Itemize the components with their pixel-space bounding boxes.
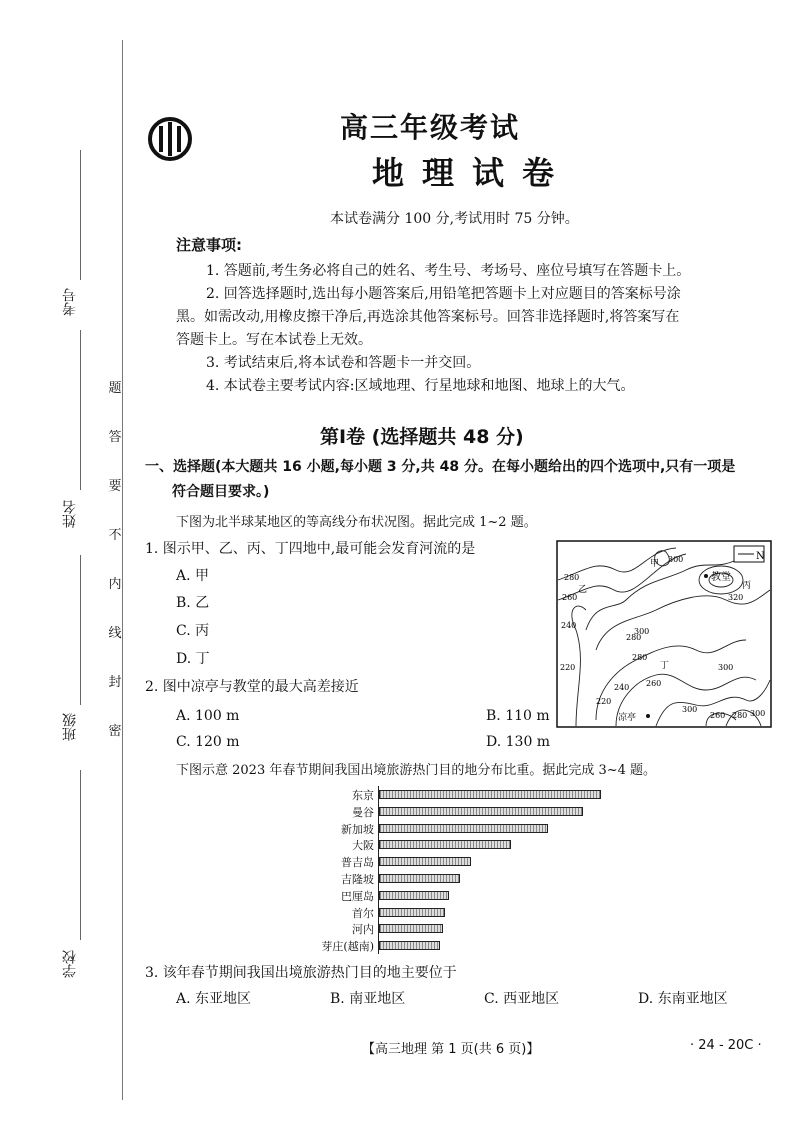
chart-bar	[379, 840, 511, 849]
church-marker	[704, 574, 708, 578]
chart-category-label: 普吉岛	[341, 856, 374, 870]
chart-bar	[379, 790, 601, 799]
q3-option-d: D. 东南亚地区	[638, 991, 728, 1007]
chart-category-label: 大阪	[352, 839, 374, 853]
contour-map	[556, 540, 772, 728]
q1-text: 1. 图示甲、乙、丙、丁四地中,最可能会发育河流的是	[145, 541, 476, 557]
church-label: 教堂	[711, 572, 731, 583]
svg-text:280: 280	[632, 653, 648, 662]
note-4: 4. 本试卷主要考试内容:区域地理、行星地球和地图、地球上的大气。	[206, 378, 635, 394]
svg-text:260: 260	[710, 711, 726, 720]
seal-text: 题 答 要 不 内 线 封 密	[108, 381, 122, 739]
subject-title: 地理试卷	[372, 154, 573, 192]
svg-text:240: 240	[614, 683, 630, 692]
name-label: 姓名	[62, 500, 78, 528]
chart-bar	[379, 874, 460, 883]
note-2: 2. 回答选择题时,选出每小题答案后,用铅笔把答题卡上对应题目的答案标号涂	[206, 286, 681, 302]
section-instructions-cont: 符合题目要求。)	[172, 484, 270, 500]
chart-category-label: 吉隆坡	[341, 873, 374, 886]
svg-text:280: 280	[564, 573, 580, 582]
chart-category-label: 曼谷	[352, 805, 374, 819]
svg-text:300: 300	[682, 705, 698, 714]
svg-text:300: 300	[718, 663, 734, 672]
exam-no-label: 考号	[62, 288, 78, 316]
svg-text:280: 280	[626, 633, 642, 642]
school-line	[80, 770, 81, 940]
chart-bar	[379, 857, 471, 866]
jia-label: 甲	[650, 559, 660, 569]
q1-option-b: B. 乙	[176, 595, 210, 611]
footer-page: 【高三地理 第 1 页(共 6 页)】	[362, 1042, 540, 1057]
section-instructions: 一、选择题(本大题共 16 小题,每小题 3 分,共 48 分。在每小题给出的四个选项中,只有一项是	[145, 459, 736, 475]
chart-category-label: 首尔	[352, 906, 374, 920]
svg-text:300: 300	[750, 709, 766, 718]
kiosk-marker	[646, 714, 650, 718]
svg-text:300: 300	[668, 555, 684, 564]
q1-option-d: D. 丁	[176, 651, 210, 667]
bing-label: 丙	[742, 581, 752, 591]
chart-bar	[379, 807, 583, 816]
svg-text:220: 220	[560, 663, 576, 672]
group1-stem: 下图为北半球某地区的等高线分布状况图。据此完成 1~2 题。	[176, 515, 537, 530]
kiosk-label: 凉亭	[618, 713, 637, 723]
school-label: 学校	[62, 950, 78, 978]
q1-option-c: C. 丙	[176, 623, 210, 639]
svg-text:240: 240	[561, 621, 577, 630]
q3-option-a: A. 东亚地区	[176, 991, 252, 1007]
chart-bar	[379, 941, 440, 950]
exam-no-line	[80, 150, 81, 280]
chart-bar	[379, 924, 443, 933]
north-label: N	[756, 551, 765, 562]
chart-category-label: 河内	[352, 923, 374, 937]
q3-option-c: C. 西亚地区	[484, 991, 560, 1007]
destination-bar-chart	[310, 786, 610, 958]
svg-text:220: 220	[596, 697, 612, 706]
chart-bar	[379, 908, 445, 917]
q2-option-d: D. 130 m	[486, 734, 551, 750]
chart-category-label: 东京	[352, 789, 374, 802]
svg-text:260: 260	[646, 679, 662, 688]
svg-text:260: 260	[562, 593, 578, 602]
note-2-cont: 黑。如需改动,用橡皮擦干净后,再选涂其他答案标号。回答非选择题时,将答案写在	[176, 309, 680, 325]
q2-option-b: B. 110 m	[486, 708, 550, 724]
logo-icon	[146, 116, 194, 162]
chart-category-label: 新加坡	[341, 822, 374, 836]
q1-option-a: A. 甲	[176, 568, 210, 584]
name-line	[80, 330, 81, 490]
q2-text: 2. 图中凉亭与教堂的最大高差接近	[145, 679, 359, 695]
q2-option-a: A. 100 m	[176, 708, 240, 724]
note-2-end: 答题卡上。写在本试卷上无效。	[176, 332, 372, 348]
exam-title: 高三年级考试	[340, 111, 521, 144]
class-label: 班级	[62, 713, 78, 741]
ding-label: 丁	[660, 661, 670, 671]
section-title: 第Ⅰ卷 (选择题共 48 分)	[320, 426, 524, 448]
chart-bar	[379, 891, 449, 900]
q3-text: 3. 该年春节期间我国出境旅游热门目的地主要位于	[145, 965, 457, 981]
svg-text:280: 280	[732, 711, 748, 720]
footer-code: · 24 - 20C ·	[690, 1038, 762, 1053]
chart-category-label: 巴厘岛	[341, 889, 374, 903]
note-1: 1. 答题前,考生务必将自己的姓名、考生号、考场号、座位号填写在答题卡上。	[206, 263, 691, 279]
svg-text:300: 300	[634, 627, 650, 636]
yi-label: 乙	[578, 585, 588, 595]
note-3: 3. 考试结束后,将本试卷和答题卡一并交回。	[206, 355, 481, 371]
chart-category-label: 芽庄(越南)	[321, 940, 374, 954]
svg-text:320: 320	[728, 593, 744, 602]
q3-option-b: B. 南亚地区	[330, 991, 406, 1007]
exam-intro: 本试卷满分 100 分,考试用时 75 分钟。	[330, 211, 579, 227]
chart-bar	[379, 824, 548, 833]
q2-option-c: C. 120 m	[176, 734, 240, 750]
group2-stem: 下图示意 2023 年春节期间我国出境旅游热门目的地分布比重。据此完成 3~4 题。	[176, 763, 657, 778]
notes-heading: 注意事项:	[176, 236, 242, 254]
class-line	[80, 555, 81, 705]
